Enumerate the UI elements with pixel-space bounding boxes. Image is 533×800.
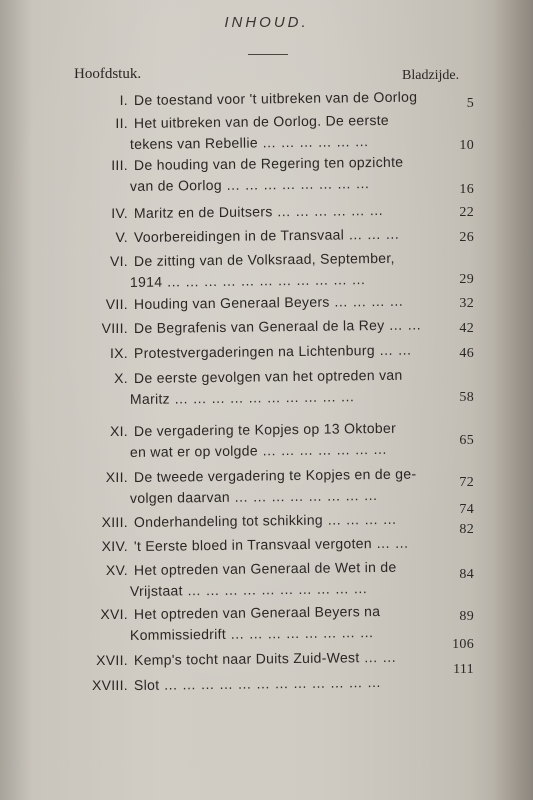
- page-number: 65: [459, 433, 474, 448]
- chapter-number: III.: [111, 157, 128, 173]
- page-shadow: [493, 0, 533, 800]
- chapter-title-line: 't Eerste bloed in Transvaal vergoten … …: [133, 534, 409, 554]
- chapter-number: XVIII.: [91, 677, 128, 693]
- chapter-title-line: tekens van Rebellie … … … … … …: [129, 133, 369, 152]
- page-title: INHOUD.: [224, 14, 309, 31]
- chapter-number: VIII.: [101, 320, 128, 336]
- chapter-number: XI.: [109, 423, 128, 439]
- chapter-title-line: De vergadering te Kopjes op 13 Oktober: [133, 419, 397, 439]
- chapter-title-line: Protestvergaderingen na Lichtenburg … …: [133, 341, 412, 361]
- chapter-title-line: Kemp's tocht naar Duits Zuid-West … …: [133, 648, 397, 668]
- chapter-number: XVII.: [96, 652, 128, 668]
- chapter-number: X.: [114, 370, 128, 386]
- page-column-header: Bladzijde.: [402, 68, 460, 83]
- page-number: 32: [459, 296, 474, 311]
- chapter-title-line: De toestand voor 't uitbreken van de Oorlog: [133, 88, 418, 108]
- page-number: 58: [459, 390, 474, 405]
- page-number: 72: [459, 475, 474, 490]
- chapter-title-line: De eerste gevolgen van het optreden van: [133, 366, 403, 386]
- page-number: 22: [459, 205, 474, 220]
- page-number: 16: [459, 182, 474, 197]
- chapter-title-line: Het uitbreken van de Oorlog. De eerste: [133, 111, 390, 131]
- page-number: 26: [459, 230, 474, 245]
- chapter-title-line: van de Oorlog … … … … … … … …: [129, 175, 370, 194]
- chapter-title-line: Slot … … … … … … … … … … … …: [133, 673, 382, 693]
- chapter-number: IX.: [109, 345, 128, 361]
- page-number: 46: [459, 346, 474, 361]
- chapter-title-line: volgen daarvan … … … … … … … …: [129, 486, 378, 506]
- chapter-number: XVI.: [100, 606, 128, 622]
- chapter-number: XV.: [105, 562, 128, 578]
- page-number: 82: [459, 522, 474, 537]
- chapter-number: IV.: [111, 205, 128, 221]
- chapter-title-line: en wat er op volgde … … … … … … …: [129, 440, 388, 460]
- title-rule: [248, 54, 288, 55]
- page-number: 89: [459, 609, 474, 624]
- chapter-number: V.: [115, 229, 128, 245]
- chapter-title-line: Houding van Generaal Beyers … … … …: [133, 292, 404, 312]
- chapter-title-line: De Begrafenis van Generaal de la Rey … …: [133, 316, 422, 336]
- chapter-title-line: Maritz … … … … … … … … … …: [129, 388, 355, 407]
- chapter-column-header: Hoofdstuk.: [74, 66, 142, 82]
- chapter-number: XIV.: [101, 538, 128, 554]
- chapter-number: VI.: [109, 253, 128, 269]
- chapter-title-line: 1914 … … … … … … … … … … …: [129, 271, 366, 290]
- chapter-title-line: De zitting van de Volksraad, September,: [133, 249, 395, 269]
- chapter-title-line: Het optreden van Generaal de Wet in de: [133, 558, 397, 578]
- chapter-number: I.: [119, 92, 128, 108]
- chapter-title-line: Onderhandeling tot schikking … … … …: [133, 510, 397, 530]
- page-number: 111: [453, 662, 474, 677]
- page-number: 29: [459, 272, 474, 287]
- page-number: 74: [459, 502, 474, 517]
- chapter-title-line: Maritz en de Duitsers … … … … … …: [133, 201, 384, 221]
- chapter-title-line: Voorbereidingen in de Transvaal … … …: [133, 225, 400, 245]
- chapter-title-line: De houding van de Regering ten opzichte: [133, 153, 404, 173]
- chapter-title-line: Het optreden van Generaal Beyers na: [133, 602, 381, 622]
- page-number: 10: [459, 138, 474, 153]
- chapter-title-line: De tweede vergadering te Kopjes en de ge-: [133, 465, 417, 485]
- page-number: 106: [452, 637, 474, 652]
- chapter-title-line: Vrijstaat … … … … … … … … … …: [129, 580, 368, 599]
- chapter-title-line: Kommissiedrift … … … … … … … …: [129, 624, 375, 643]
- chapter-number: XIII.: [101, 514, 128, 530]
- chapter-number: II.: [115, 115, 128, 131]
- chapter-number: VII.: [105, 296, 128, 312]
- page-number: 42: [459, 321, 474, 336]
- page-number: 5: [466, 96, 474, 111]
- page-number: 84: [459, 567, 474, 582]
- chapter-number: XII.: [105, 469, 128, 485]
